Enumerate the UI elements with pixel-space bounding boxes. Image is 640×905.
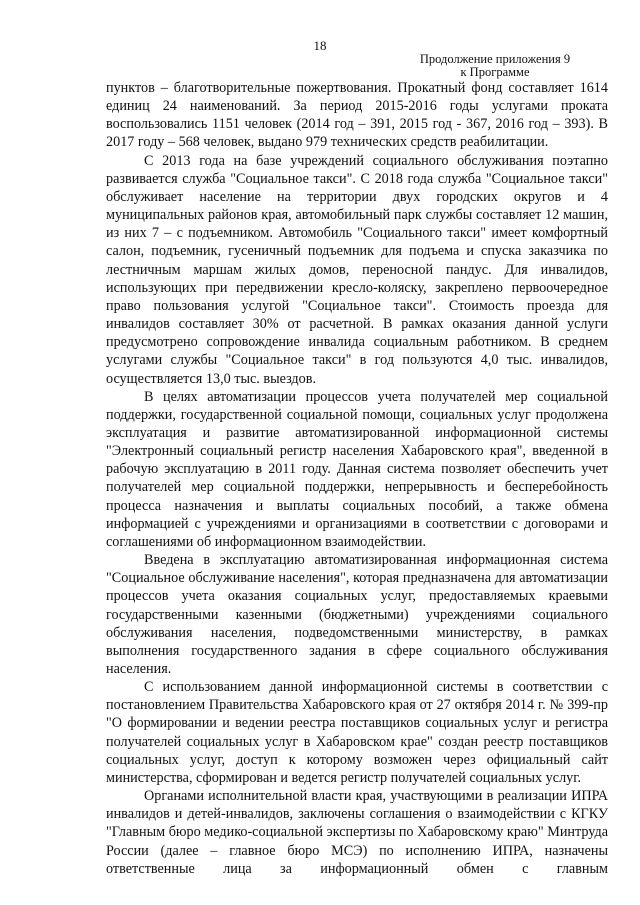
paragraph-social-service-system: Введена в эксплуатацию автоматизированная информационная система "Социальное обслуживание населения", которая предназначена для автоматизации процессов учета оказания социальных услуг, предоставляемых краевыми государственными казенными (бюджетными) учреждениями социального обслуживания населения, подведомственными министерству, в рамках выполнения государственного задания в сфере социального обслуживания населения. (106, 552, 608, 677)
page-number: 18 (313, 38, 327, 53)
appendix-note-line-2: к Программе (460, 65, 530, 79)
paragraph-social-taxi: С 2013 года на базе учреждений социального обслуживания поэтапно развивается служба "Социальное такси". С 2018 года служба "Социальное такси" обслуживает население на территории двух городских округов и 4 муниципальных районов края, автомобильный парк службы составляет 12 машин, из них 7 – с подъемником. Автомобиль "Социального такси" имеет комфортный салон, подъемник, гусеничный подъемник для подъема и спуска заказчика по лестничным маршам жилых домов, переносной пандус. Для инвалидов, использующих при передвижении кресло-коляску, закреплено первоочередное право пользования услугой "Социальное такси". Стоимость проезда для инвалидов составляет 30% от расчетной. В рамках оказания данной услуги предусмотрено сопровождение инвалида социальным работником. В среднем услугами службы "Социальное такси" в год пользуются 4,0 тыс. инвалидов, осуществляется 13,0 тыс. выездов. (106, 152, 608, 387)
paragraph-social-register: В целях автоматизации процессов учета получателей мер социальной поддержки, государственной социальной помощи, социальных услуг продолжена эксплуатация и развитие автоматизированной информационной системы "Электронный социальный регистр населения Хабаровского края", введенной в рабочую эксплуатацию в 2011 году. Данная система позволяет обеспечить учет получателей мер социальной поддержки, непрерывность и бесперебойность процесса назначения и выплаты социальных пособий, а также обмена информацией с учреждениями и организациями в соответствии с договорами и соглашениями об информационном взаимодействии. (106, 388, 608, 550)
appendix-note-line-1: Продолжение приложения 9 (419, 52, 571, 66)
body-text (106, 79, 608, 878)
paragraph-ipra-agreements: Органами исполнительной власти края, участвующими в реализации ИПРА инвалидов и детей-инвалидов, заключены соглашения о взаимодействии с КГКУ "Главным бюро медико-социальной экспертизы по Хабаровскому краю" Минтруда России (далее – главное бюро МСЭ) по исполнению ИПРА, назначены ответственные лица за информационный обмен с главным (106, 788, 608, 877)
paragraph-continuation: пунктов – благотворительные пожертвования. Прокатный фонд составляет 1614 единиц 24 наименований. За период 2015-2016 годы услугами проката воспользовались 1151 человек (2014 год – 391, 2015 год - 367, 2016 год – 393). В 2017 году – 568 человек, выдано 979 технических средств реабилитации. (106, 80, 608, 151)
paragraph-providers-registry: С использованием данной информационной системы в соответствии с постановлением Правительства Хабаровского края от 27 октября 2014 г. № 399-пр "О формировании и ведении реестра поставщиков социальных услуг и регистра получателей социальных услуг в Хабаровском крае" создан реестр поставщиков социальных услуг, доступ к которому возможен через официальный сайт министерства, сформирован и ведется регистр получателей социальных услуг. (106, 679, 608, 786)
appendix-note (400, 53, 590, 79)
